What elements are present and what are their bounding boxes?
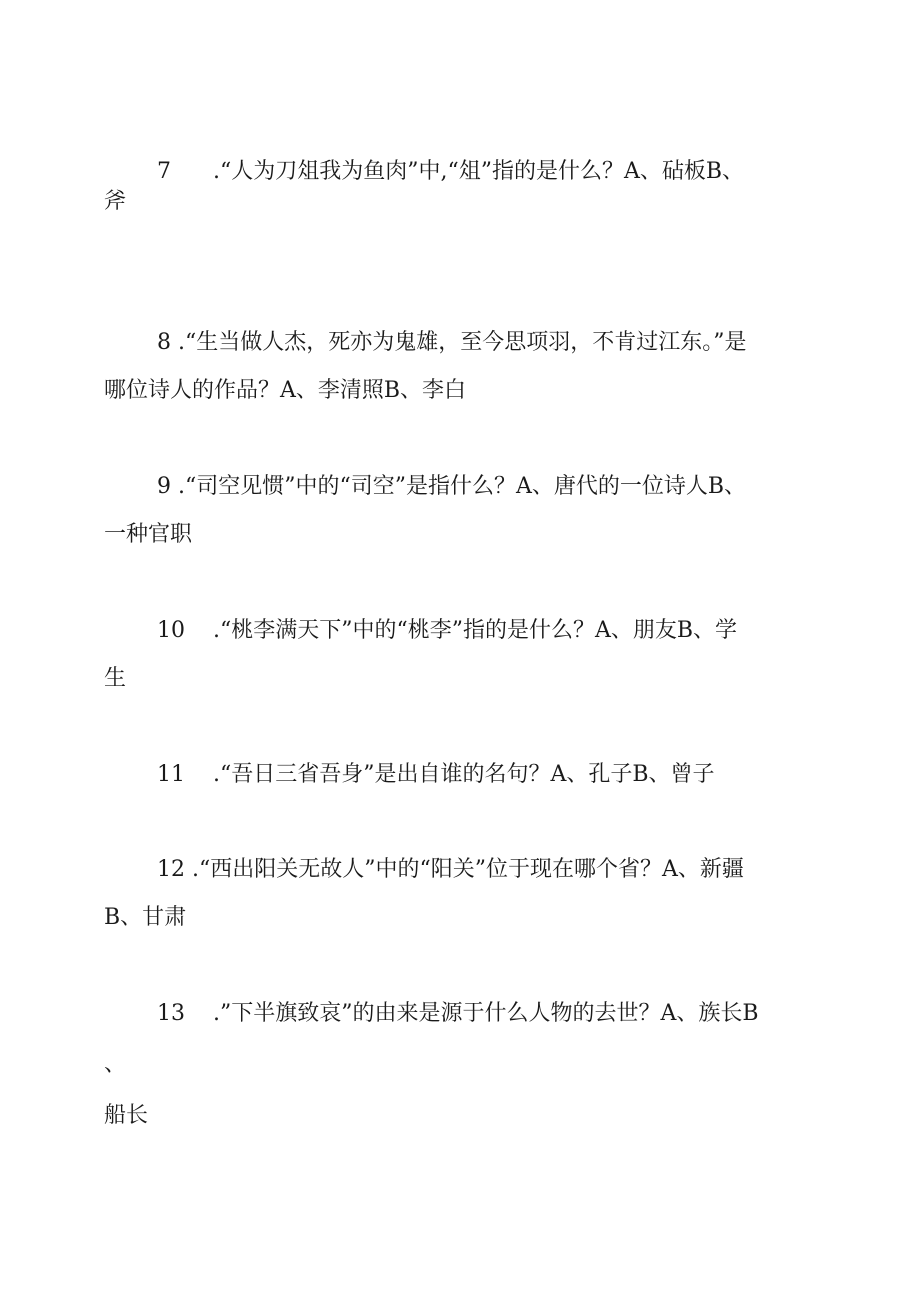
question-text: .“桃李满天下”中的“桃李”指的是什么？A、朋友B、学 xyxy=(213,618,738,643)
question-text: .“生当做人杰，死亦为鬼雄，至今思项羽，不肯过江东。”是 xyxy=(171,330,747,355)
question-text: .“司空见惯”中的“司空”是指什么？A、唐代的一位诗人B、 xyxy=(171,474,747,499)
question-8-line-2: 哪位诗人的作品？A、李清照B、李白 xyxy=(104,378,467,403)
question-text: .“吾日三省吾身”是出自谁的名句？A、孔子B、曾子 xyxy=(213,762,715,787)
question-10-line-1 xyxy=(0,616,920,646)
question-13-line-2: 、 xyxy=(104,1052,127,1077)
question-13-line-3: 船长 xyxy=(104,1103,149,1128)
question-text: .”下半旗致哀”的由来是源于什么人物的去世？A、族长B xyxy=(213,1001,759,1026)
question-number: 12 xyxy=(157,857,185,882)
question-8-line-1 xyxy=(0,328,920,358)
question-text: .“西出阳关无故人”中的“阳关”位于现在哪个省？A、新疆 xyxy=(185,857,744,882)
question-7-line-1 xyxy=(0,157,920,187)
question-number: 8 xyxy=(157,330,171,355)
question-number: 13 xyxy=(157,1001,185,1026)
question-text: .“人为刀俎我为鱼肉”中,“俎”指的是什么？A、砧板B、 xyxy=(213,159,745,184)
question-7-line-2: 斧 xyxy=(104,189,127,214)
question-12-line-2: B、甘肃 xyxy=(104,905,187,930)
question-9-line-2: 一种官职 xyxy=(104,522,193,547)
question-11-line-1 xyxy=(0,760,920,790)
question-number: 7 xyxy=(157,159,171,184)
question-12-line-1 xyxy=(0,855,920,885)
question-number: 9 xyxy=(157,474,171,499)
question-13-line-1 xyxy=(0,999,920,1029)
question-number: 11 xyxy=(157,762,185,787)
question-number: 10 xyxy=(157,618,185,643)
question-10-line-2: 生 xyxy=(104,666,127,691)
question-9-line-1 xyxy=(0,472,920,502)
